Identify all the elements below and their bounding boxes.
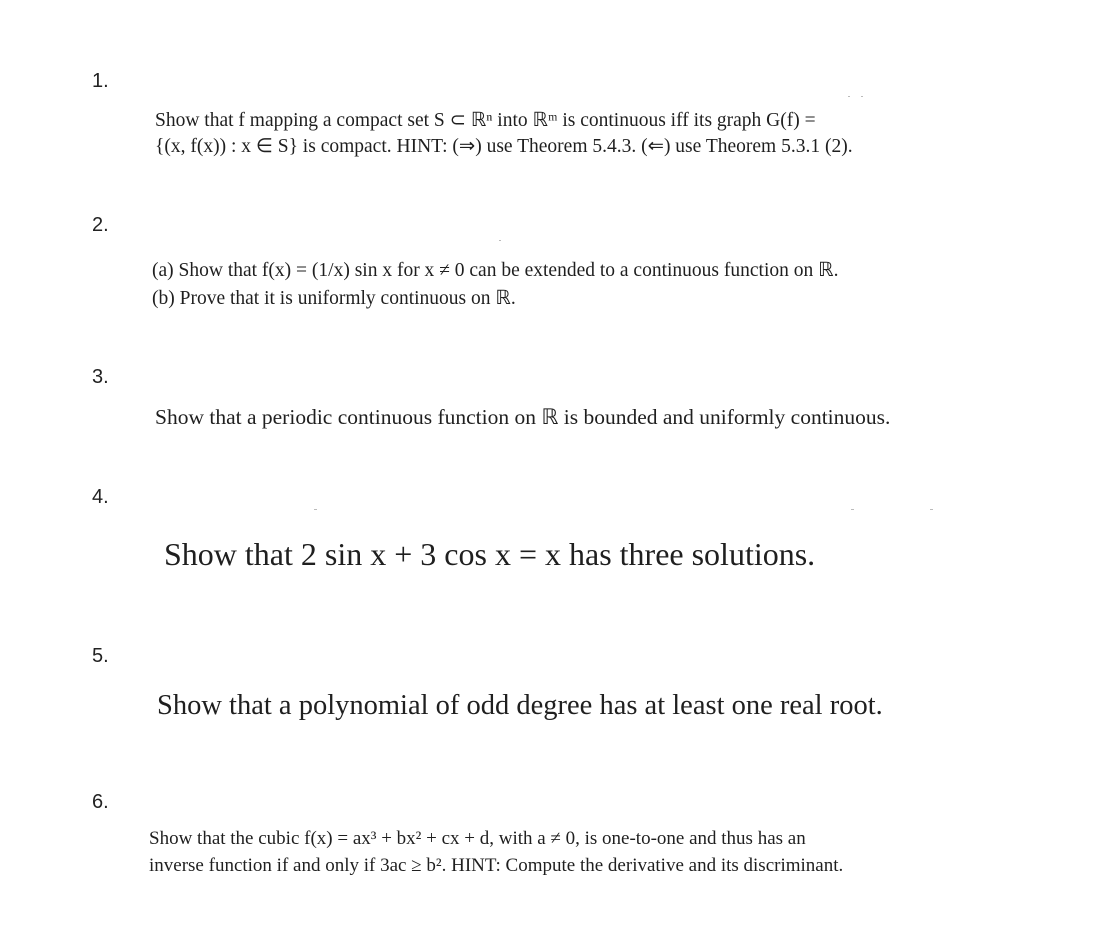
problem-2-part-a: (a) Show that f(x) = (1/x) sin x for x ≠ 0 can be extended to a continuous function on ℝ. (152, 260, 839, 281)
scan-speck (314, 509, 317, 510)
problem-2-part-b: (b) Prove that it is uniformly continuous on ℝ. (152, 288, 516, 309)
scan-speck (499, 240, 501, 241)
problem-1-line-2: {(x, f(x)) : x ∈ S} is compact. HINT: (⇒) use Theorem 5.4.3. (⇐) use Theorem 5.3.1 (2). (155, 136, 853, 157)
problem-6-line-1: Show that the cubic f(x) = ax³ + bx² + cx + d, with a ≠ 0, is one-to-one and thus has an (149, 828, 806, 849)
problem-number-2: 2. (92, 214, 109, 236)
problem-5-text (157, 688, 883, 724)
problem-2-text (152, 257, 838, 313)
scan-speck (848, 96, 850, 97)
scan-speck (861, 96, 863, 97)
problem-4-line-1: Show that 2 sin x + 3 cos x = x has three solutions. (164, 536, 816, 572)
problem-3-line-1: Show that a periodic continuous function on ℝ is bounded and uniformly continuous. (155, 405, 891, 429)
problem-6-text (149, 825, 843, 879)
problem-number-4: 4. (92, 486, 109, 508)
scan-speck (930, 509, 933, 510)
scan-speck (851, 509, 854, 510)
problem-3-text (155, 403, 890, 431)
problem-4-text (164, 534, 815, 574)
problem-1-line-1: Show that f mapping a compact set S ⊂ ℝⁿ into ℝᵐ is continuous iff its graph G(f) = (155, 110, 816, 131)
problem-6-line-2: inverse function if and only if 3ac ≥ b². HINT: Compute the derivative and its discriminant. (149, 855, 844, 876)
problem-number-5: 5. (92, 645, 109, 667)
problem-number-1: 1. (92, 70, 109, 92)
problem-1-text (155, 108, 853, 160)
problem-number-6: 6. (92, 791, 109, 813)
problem-number-3: 3. (92, 366, 109, 388)
problem-5-line-1: Show that a polynomial of odd degree has at least one real root. (157, 690, 883, 721)
